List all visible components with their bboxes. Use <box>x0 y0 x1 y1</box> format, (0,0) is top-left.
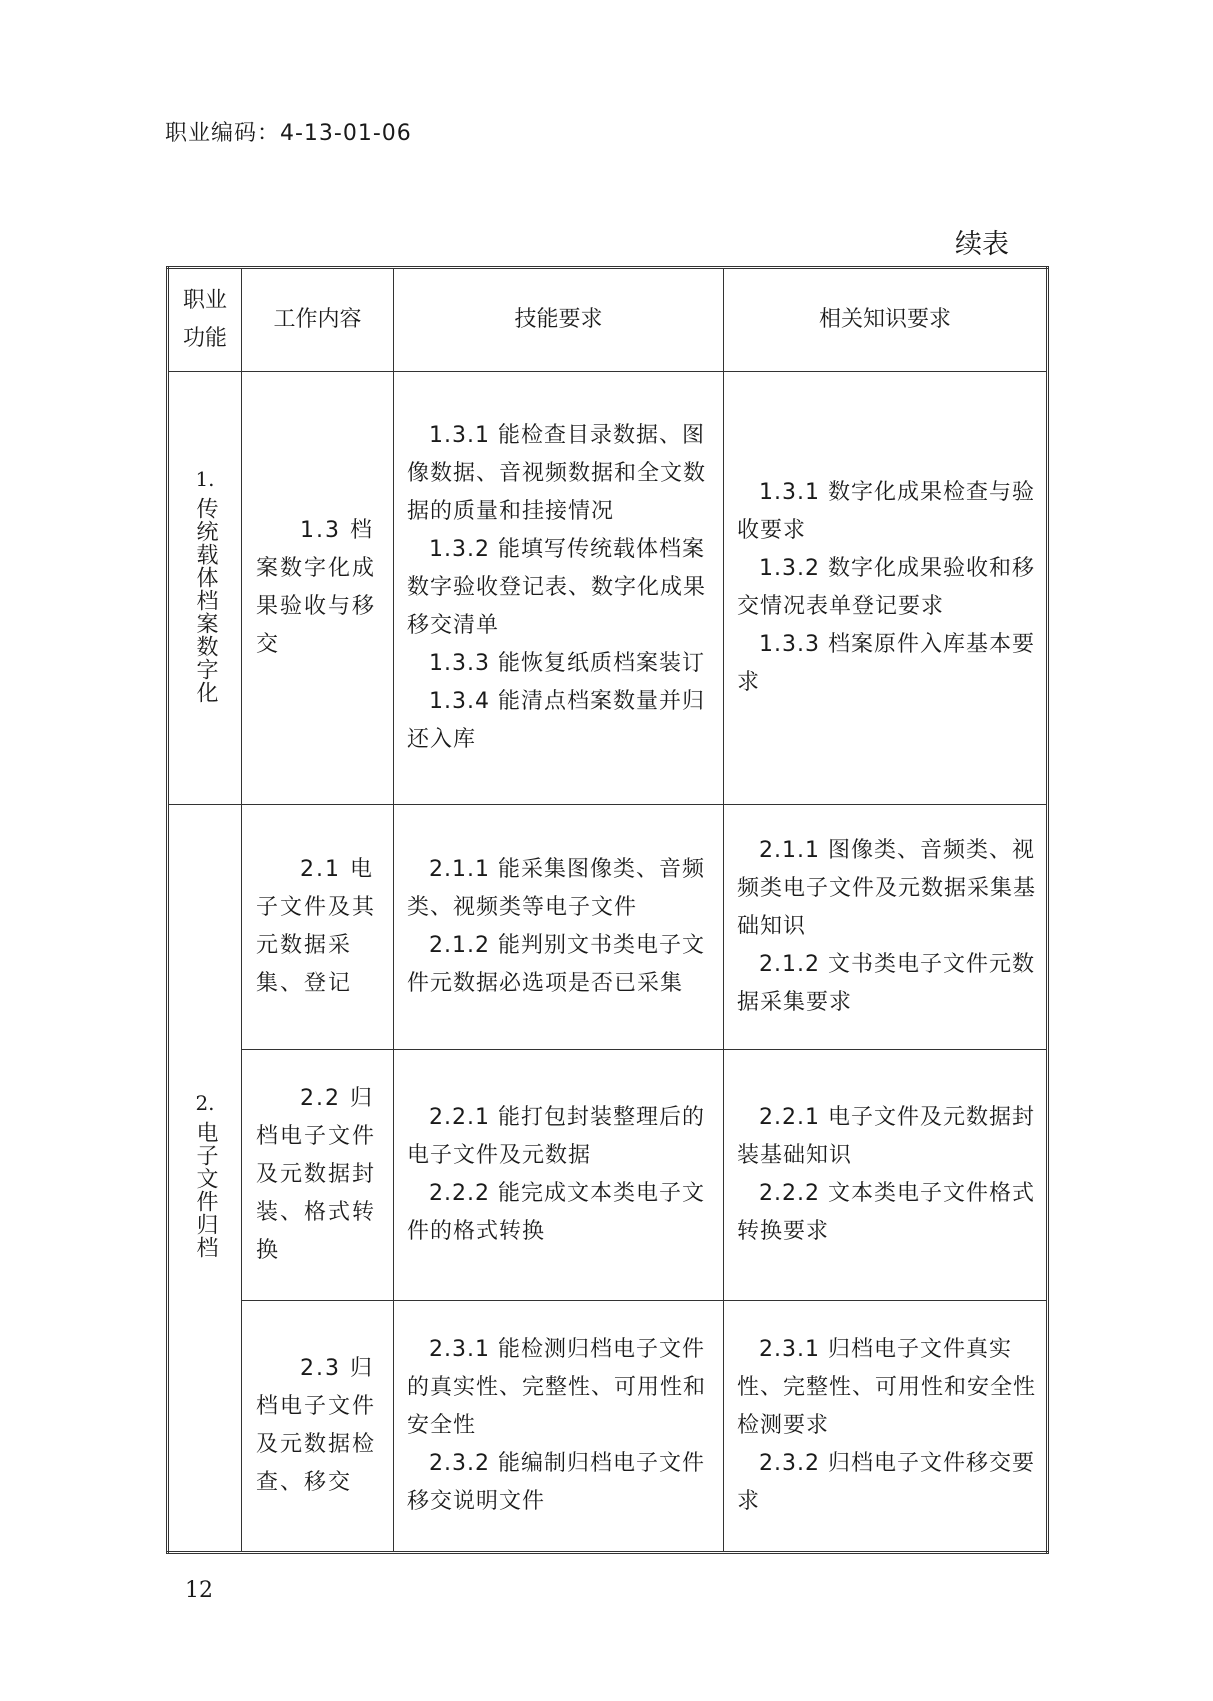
function-cell-2 <box>168 805 242 1553</box>
work-content-cell <box>242 372 394 805</box>
header-function <box>168 268 242 372</box>
work-content-cell <box>242 1050 394 1301</box>
knowledge-item: 1.3.2 数字化成果验收和移交情况表单登记要求 <box>737 556 1035 619</box>
work-content-cell <box>242 1301 394 1553</box>
function-name: 电子文件归档 <box>193 1121 218 1259</box>
skill-item: 1.3.4 能清点档案数量并归还入库 <box>407 689 705 752</box>
header-skill-requirements: 技能要求 <box>394 268 724 372</box>
skill-item: 1.3.1 能检查目录数据、图像数据、音视频数据和全文数据的质量和挂接情况 <box>407 423 707 524</box>
knowledge-item: 2.2.2 文本类电子文件格式转换要求 <box>737 1181 1035 1244</box>
knowledge-item: 2.3.1 归档电子文件真实性、完整性、可用性和安全性检测要求 <box>737 1337 1037 1438</box>
skill-item: 2.1.1 能采集图像类、音频类、视频类等电子文件 <box>407 857 705 920</box>
work-content-cell <box>242 805 394 1050</box>
skill-cell <box>394 1050 724 1301</box>
skill-standard-table <box>166 266 1049 1554</box>
table-row <box>168 372 1048 805</box>
knowledge-item: 1.3.3 档案原件入库基本要求 <box>737 632 1035 695</box>
header-function-label: 职业功能 <box>182 288 227 351</box>
knowledge-cell <box>724 372 1048 805</box>
knowledge-item: 2.2.1 电子文件及元数据封装基础知识 <box>737 1105 1035 1168</box>
skill-cell <box>394 805 724 1050</box>
header-work-content: 工作内容 <box>242 268 394 372</box>
work-content-text: 2.3 归档电子文件及元数据检查、移交 <box>256 1356 377 1495</box>
knowledge-cell <box>724 1050 1048 1301</box>
skill-item: 2.1.2 能判别文书类电子文件元数据必选项是否已采集 <box>407 933 705 996</box>
knowledge-item: 2.1.2 文书类电子文件元数据采集要求 <box>737 952 1035 1015</box>
page-number: 12 <box>185 1578 213 1603</box>
occupation-code: 职业编码：4-13-01-06 <box>165 121 412 146</box>
skill-item: 2.3.1 能检测归档电子文件的真实性、完整性、可用性和安全性 <box>407 1337 707 1438</box>
work-content-text: 1.3 档案数字化成果验收与移交 <box>256 518 377 657</box>
table-row <box>168 805 1048 1050</box>
knowledge-item: 2.3.2 归档电子文件移交要求 <box>737 1451 1035 1514</box>
skill-item: 2.3.2 能编制归档电子文件移交说明文件 <box>407 1451 705 1514</box>
knowledge-item: 1.3.1 数字化成果检查与验收要求 <box>737 480 1035 543</box>
skill-item: 2.2.1 能打包封装整理后的电子文件及元数据 <box>407 1105 705 1168</box>
work-content-text: 2.2 归档电子文件及元数据封装、格式转换 <box>256 1086 377 1263</box>
knowledge-cell <box>724 805 1048 1050</box>
table-header-row <box>168 268 1048 372</box>
skill-item: 1.3.3 能恢复纸质档案装订 <box>429 651 705 676</box>
header-knowledge-requirements: 相关知识要求 <box>724 268 1048 372</box>
function-cell-1 <box>168 372 242 805</box>
function-number: 1. <box>195 466 215 491</box>
continued-label: 续表 <box>955 229 1009 260</box>
skill-cell <box>394 372 724 805</box>
skill-item: 1.3.2 能填写传统载体档案数字验收登记表、数字化成果移交清单 <box>407 537 707 638</box>
function-number: 2. <box>195 1091 215 1115</box>
knowledge-cell <box>724 1301 1048 1553</box>
skill-cell <box>394 1301 724 1553</box>
knowledge-item: 2.1.1 图像类、音频类、视频类电子文件及元数据采集基础知识 <box>737 838 1037 939</box>
function-name: 传统载体档案数字化 <box>193 496 218 704</box>
table-row <box>168 1301 1048 1553</box>
table-row <box>168 1050 1048 1301</box>
work-content-text: 2.1 电子文件及其元数据采集、登记 <box>256 857 377 996</box>
skill-item: 2.2.2 能完成文本类电子文件的格式转换 <box>407 1181 705 1244</box>
